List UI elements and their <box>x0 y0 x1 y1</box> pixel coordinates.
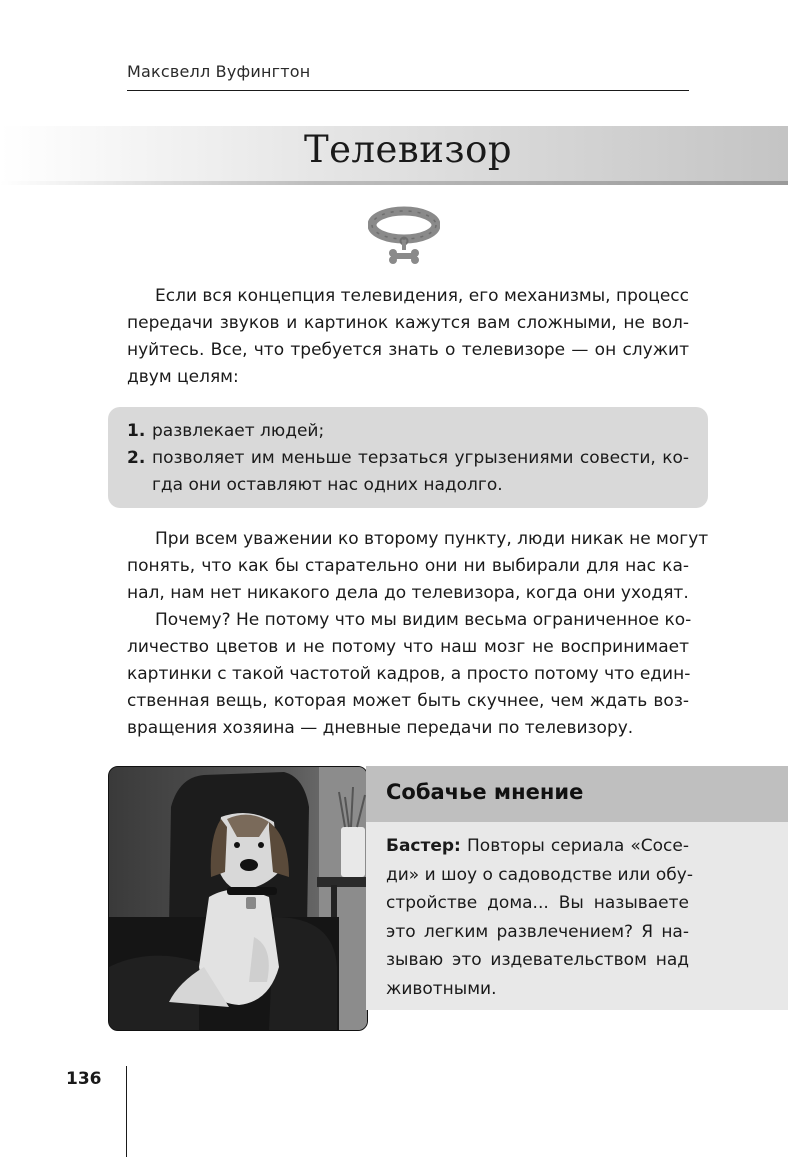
chapter-title-band-underline <box>0 181 788 185</box>
text-line: картинки с такой частотой кадров, а просто потому что един- <box>127 664 691 684</box>
text-line <box>386 832 689 861</box>
dog-opinion-quote <box>386 832 693 1003</box>
list-text <box>152 445 689 499</box>
header-rule <box>127 90 689 91</box>
quote-text: Повторы сериала «Сосе- <box>467 836 689 856</box>
running-header-author: Максвелл Вуфингтон <box>127 62 311 81</box>
text-line: нуйтесь. Все, что требуется знать о телевизоре — он служит <box>127 340 689 360</box>
list-number: 1. <box>127 421 146 441</box>
text-line: ди» и шоу о садоводстве или обу- <box>386 864 693 885</box>
text-line: животными. <box>386 978 497 999</box>
beagle-photo <box>108 766 368 1031</box>
text-line: Если вся концепция телевидения, его механизмы, процесс <box>155 286 689 306</box>
text-line: Почему? Не потому что мы видим весьма ограниченное ко- <box>155 610 692 630</box>
text-line: передачи звуков и картинок кажутся вам сложными, не вол- <box>127 313 689 333</box>
second-paragraph <box>127 526 709 607</box>
speaker-name: Бастер: <box>386 836 461 856</box>
page-number: 136 <box>66 1069 102 1089</box>
text-line: вращения хозяина — дневные передачи по телевизору. <box>127 718 634 738</box>
list-number: 2. <box>127 448 146 468</box>
beagle-on-armchair-illustration <box>109 767 367 1030</box>
list-text <box>152 418 689 445</box>
text-line: нал, нам нет никакого дела до телевизора, когда они уходят. <box>127 583 689 603</box>
text-line: это легким развлечением? Я на- <box>386 921 689 942</box>
text-line: гда они оставляют нас одних надолго. <box>152 475 503 495</box>
dog-opinion-title: Собачье мнение <box>386 780 584 804</box>
text-line: При всем уважении ко второму пункту, люди никак не могут <box>155 529 709 549</box>
text-line: зываю это издевательством над <box>386 950 689 970</box>
intro-paragraph <box>127 283 689 391</box>
text-line: ственная вещь, которая может быть скучнее, чем ждать воз- <box>127 691 689 711</box>
text-line: позволяет им меньше терзаться угрызениями совести, ко- <box>152 448 689 468</box>
text-line: понять, что как бы старательно они ни выбирали для нас ка- <box>127 556 689 576</box>
chapter-title: Телевизор <box>303 128 513 171</box>
third-paragraph <box>127 607 692 742</box>
text-line: двум целям: <box>127 367 239 387</box>
page-number-rule <box>126 1066 127 1157</box>
text-line: личество цветов и не потому что наш мозг не воспринимает <box>127 637 689 657</box>
text-line: стройстве дома... Вы называете <box>386 893 689 913</box>
dog-collar-with-bone-icon <box>368 205 440 267</box>
text-line: развлекает людей; <box>152 421 325 441</box>
